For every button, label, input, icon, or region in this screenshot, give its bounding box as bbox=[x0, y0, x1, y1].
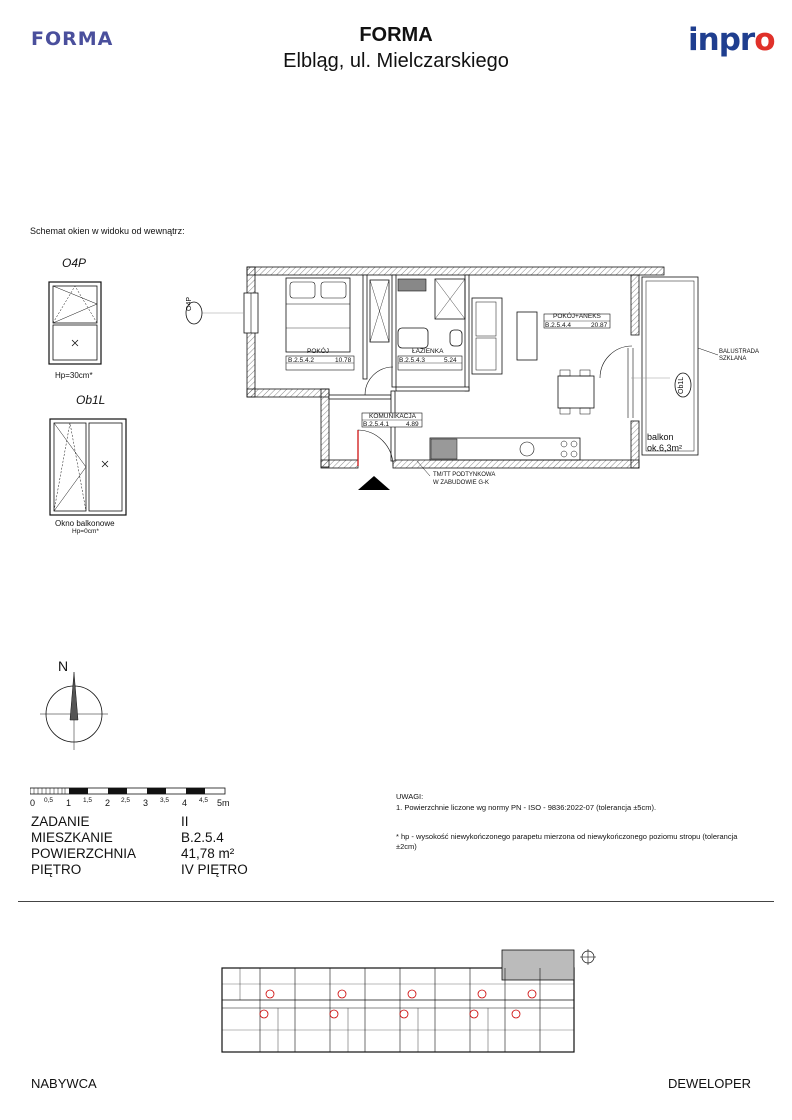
room-pokoj-code: B.2.5.4.2 bbox=[288, 357, 315, 364]
plan-bed bbox=[286, 278, 350, 352]
tm-note-line1: TM/TT PODTYNKOWA bbox=[433, 472, 496, 478]
zadanie-label: ZADANIE bbox=[31, 814, 90, 829]
balustrada-line1: BALUSTRADA bbox=[719, 349, 760, 355]
window2-caption: Okno balkonowe bbox=[55, 519, 115, 528]
buyer-signature-label: NABYWCA bbox=[31, 1076, 97, 1091]
notes-heading: UWAGI: bbox=[396, 792, 424, 801]
key-plan bbox=[220, 948, 600, 1056]
mieszkanie-label: MIESZKANIE bbox=[31, 830, 113, 845]
room-aneks-area: 20.87 bbox=[591, 322, 608, 329]
entrance-arrow bbox=[358, 476, 390, 490]
window2-diagram bbox=[49, 418, 127, 516]
mieszkanie-value: B.2.5.4 bbox=[181, 830, 224, 845]
project-title: FORMA bbox=[359, 24, 433, 46]
zadanie-value: II bbox=[181, 814, 189, 829]
scale-label: 4 bbox=[182, 798, 188, 808]
scale-label: 2,5 bbox=[121, 797, 131, 804]
room-komunikacja-code: B.2.5.4.1 bbox=[363, 421, 390, 428]
plan-window-left bbox=[186, 293, 258, 333]
inpro-logo-end: o bbox=[754, 22, 775, 58]
room-lazienka-name: ŁAZIENKA bbox=[412, 348, 444, 355]
scale-label: 1 bbox=[66, 798, 72, 808]
room-komunikacja-name: KOMUNIKACJA bbox=[369, 413, 416, 420]
project-address: Elbląg, ul. Mielczarskiego bbox=[283, 50, 509, 72]
window1-note: Hp=30cm* bbox=[55, 371, 93, 380]
room-lazienka-area: 5.24 bbox=[444, 357, 457, 364]
inpro-logo-main: inpr bbox=[688, 22, 755, 58]
window1-diagram bbox=[48, 281, 102, 365]
floor-plan bbox=[180, 258, 740, 498]
balkon-area: ok.6,3m² bbox=[647, 443, 683, 453]
developer-signature-label: DEWELOPER bbox=[668, 1076, 752, 1091]
balkon-label: balkon bbox=[647, 432, 674, 442]
room-pokoj-area: 10.78 bbox=[335, 357, 352, 364]
powierzchnia-value: 41,78 m² bbox=[181, 846, 235, 861]
room-lazienka-code: B.2.5.4.3 bbox=[399, 357, 426, 364]
scale-label: 4,5 bbox=[199, 797, 209, 804]
scale-label: 3 bbox=[143, 798, 149, 808]
window2-note: Hp=0cm* bbox=[72, 528, 99, 535]
notes-item-2-line2: ±2cm) bbox=[396, 842, 417, 851]
inpro-logo bbox=[688, 22, 775, 58]
window1-label: O4P bbox=[62, 256, 87, 270]
notes-item-1: 1. Powierzchnie liczone wg normy PN - ISO - 9836:2022-07 (tolerancja ±5cm). bbox=[396, 803, 657, 812]
scale-label: 2 bbox=[105, 798, 111, 808]
compass-north-label: N bbox=[58, 658, 69, 674]
scale-label: 0 bbox=[30, 798, 36, 808]
pietro-label: PIĘTRO bbox=[31, 862, 82, 877]
room-aneks-code: B.2.5.4.4 bbox=[545, 322, 572, 329]
tm-note-line2: W ZABUDOWIE G-K bbox=[433, 480, 489, 486]
compass-icon bbox=[40, 672, 108, 752]
plan-bathroom-fixtures bbox=[398, 279, 465, 348]
plan-balcony bbox=[600, 277, 718, 455]
balustrada-line2: SZKLANA bbox=[719, 356, 747, 362]
plan-kitchen bbox=[430, 438, 580, 460]
scale-bar bbox=[30, 787, 230, 797]
notes-item-2-line1: * hp - wysokość niewykończonego parapetu mierzona od niewykończonego poziomu stropu (tolerancja bbox=[396, 832, 738, 841]
powierzchnia-label: POWIERZCHNIA bbox=[31, 846, 137, 861]
window-tag-right: Ob1L bbox=[678, 376, 685, 394]
pietro-value: IV PIĘTRO bbox=[181, 862, 248, 877]
scale-labels bbox=[30, 797, 240, 809]
scale-label: 5m bbox=[217, 798, 230, 808]
room-komunikacja-area: 4.89 bbox=[406, 421, 419, 428]
forma-logo: FORMA bbox=[31, 28, 114, 50]
window-schema-heading: Schemat okien w widoku od wewnątrz: bbox=[30, 226, 185, 236]
scale-label: 1,5 bbox=[83, 797, 93, 804]
window2-label: Ob1L bbox=[76, 393, 106, 407]
scale-label: 3,5 bbox=[160, 797, 170, 804]
room-pokoj-name: POKÓJ bbox=[307, 348, 330, 355]
room-aneks-name: POKÓJ+ANEKS bbox=[553, 313, 601, 320]
window-tag-left: O4P bbox=[186, 296, 193, 311]
divider bbox=[18, 901, 774, 902]
scale-label: 0,5 bbox=[44, 797, 54, 804]
